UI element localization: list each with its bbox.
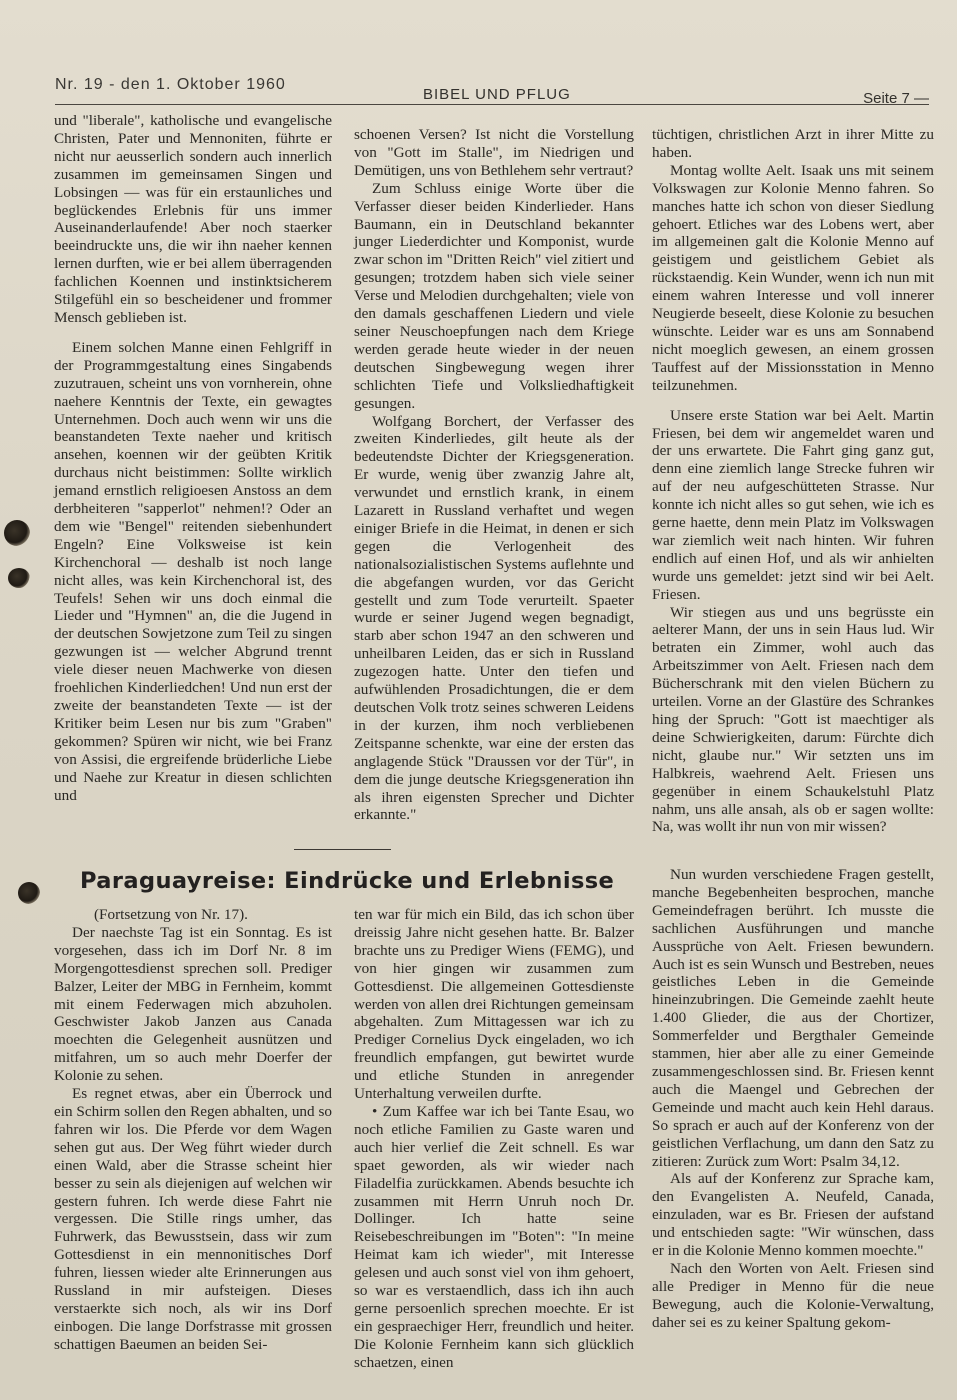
paragraph: Wolfgang Borchert, der Verfasser des zweiten Kinderliedes, gilt heute als der bedeutendste Dichter der Kriegsgeneration. Er wurde, wenig über zwanzig Jahre alt, verwundet und ernstlich krank, in einem Lazarett in Russland verhaftet und wegen einiger Briefe in die Heimat, in denen er sich gegen die Verlogenheit des nationalsozialistischen Systems auflehnte und die abgefangen wurden, vor das Gericht gestellt und zum Tode verurteilt. Spaeter wurde er seiner Jugend wegen begnadigt, starb aber schon 1947 an den schweren und unheilbaren Leiden, das er sich in Russland zugezogen hatte. Unter den tiefen und aufwühlenden Prosadichtungen, die er dem deutschen Volk trotz seines schweren Leidens in der kurzen, ihm noch verbliebenen Zeitspanne schenkte, war eine der ersten das anglagende Stück "Draussen vor der Tür", in dem die junge deutsche Kriegsgeneration ihn als ihren eigensten Sprecher und Dichter erkannte." xyxy=(354,412,634,824)
paragraph: und "liberale", katholische und evangelische Christen, Pater und Mennoniten, führte er nicht nur aeusserlich sondern auch innerlich zusammen im gemeinsamen Singen und Lobsingen — was für ein erstaunliches und beglückendes Erlebnis für uns immer Auseinanderlaufende! Aber noch staerker beeindruckte uns, die wir ihn naeher kennen lernen durften, wie er bei allem überragenden fachlichen Koennen und instinktsicherem Stilgefühl ein so bescheidener und frommer Mensch geblieben ist. xyxy=(54,112,332,326)
paragraph: Nach den Worten von Aelt. Friesen sind alle Prediger in Menno für die neue Bewegung, auch die Kolonie-Verwaltung, daher sei es zu keiner Spaltung gekom- xyxy=(652,1259,934,1331)
paragraph: • Zum Kaffee war ich bei Tante Esau, wo noch etliche Familien zu Gaste waren und auch hier verlief die Zeit schnell. Es war spaet geworden, als wir wieder nach Filadelfia zurückkamen. Abends besuchte ich zusammen mit Herrn Unruh noch Dr. Dollinger. Ich hatte seine Reisebeschreibungen im "Boten": "In meine Heimat kam ich wieder", mit Interesse gelesen und auch sonst viel von ihm gehoert, so war es verstaendlich, dass ich ihn auch gerne persoenlich sprechen moechte. Er ist ein gespraechiger Herr, freundlich und heiter. Die Kolonie Fernheim kann sich glücklich schaetzen, einen xyxy=(354,1102,634,1371)
paragraph: Zum Schluss einige Worte über die Verfasser dieser beiden Kinderlieder. Hans Baumann, ein in Deutschland bekannter junger Liederdichter und Komponist, wurde zwar schon im "Dritten Reich" viel zitiert und gesungen; trotzdem haben sich viele seiner Verse und Melodien durchgehalten; viele von den damals geschaffenen Liedern und viele seiner Neuschoepfungen nach dem Kriege werden gerade heute wieder in der neuen deutschen Singbewegung wegen ihrer schlichten Tiefe und Volksliedhaftigkeit gesungen. xyxy=(354,179,634,412)
paragraph: Der naechste Tag ist ein Sonntag. Es ist vorgesehen, dass ich im Dorf Nr. 8 im Morgengottesdienst sprechen soll. Prediger Balzer, Leiter der MBG in Fernheim, kommt mit einem Federwagen mich abzuholen. Geschwister Jakob Janzen aus Canada moechten die Gelegenheit ausnützen und mitfahren, um so auch mehr Doerfer der Kolonie zu sehen. xyxy=(54,923,332,1085)
article-divider xyxy=(294,849,391,850)
article-subtitle: (Fortsetzung von Nr. 17). xyxy=(94,906,248,923)
paragraph: schoenen Versen? Ist nicht die Vorstellung von "Gott im Stalle", im Niedrigen und Demütigen, uns von Bethlehem sehr vertraut? xyxy=(354,126,634,179)
header-rule xyxy=(55,104,929,105)
punch-hole-2 xyxy=(8,568,30,588)
publication-title: BIBEL UND PFLUG xyxy=(423,86,571,103)
column-5 xyxy=(354,906,634,1384)
paragraph: Wir stiegen aus und uns begrüsste ein aelterer Mann, der uns in sein Haus lud. Wir betraten ein Zimmer, wohl auch das Arbeitszimmer von Aelt. Friesen nach dem Bücherschrank mit den vielen Büchern zu urteilen. Vorne an der Glastüre des Schrankes hing der Spruch: "Gott ist maechtiger als deine Schwierigkeiten, darum: Fürchte dich nicht, glaube nur." Wir setzten uns im Halbkreis, waehrend Aelt. Friesen uns gegenüber in einem Schaukelstuhl Platz nahm, uns alle ansah, als ob er sagen wollte: Na, was wollt ihr nun von mir wissen? xyxy=(652,603,934,836)
column-4 xyxy=(54,906,332,1366)
page-number: Seite 7 — xyxy=(863,90,929,107)
paragraph: Als auf der Konferenz zur Sprache kam, den Evangelisten A. Neufeld, Canada, einzuladen, war es Br. Friesen der aufstand und entschieden sagte: "Wir wünschen, dass er in die Kolonie Menno kommen moechte." xyxy=(652,1170,934,1260)
punch-hole-1 xyxy=(4,520,30,546)
paragraph: Nun wurden verschiedene Fragen gestellt, manche Begebenheiten besprochen, manche Gemeindefragen berührt. Ich musste die sachlichen Ausführungen und manche Aussprüche von Aelt. Friesen bewundern. Auch ist es sein Wunsch und Bestreben, neues geistliches Leben in die Gemeinde hineinzubringen. Die Gemeinde zaehlt heute 1.400 Glieder, die aus der Chortizer, Sommerfelder und Bergthaler Gemeinde stammen, hier aber alle zu einer Gemeinde zusammengeschlossen sind. Br. Friesen kennt auch die Maengel und Gebrechen der Gemeinde und macht auch kein Hehl daraus. So sprach er auch auf der Konferenz von der geistlichen Verflachung, um dann den Satz zu zitieren: Zurück zum Wort: Psalm 34,12. xyxy=(652,866,934,1170)
punch-hole-3 xyxy=(18,882,40,904)
paragraph: Einem solchen Manne einen Fehlgriff in der Programmgestaltung eines Singabends zuzutrauen, scheint uns von vornherein, ohne naehere Kenntnis der Texte, ein gewagtes Unternehmen. Doch auch wenn wir uns die beanstandeten Texte naeher und kritisch ansehen, koennen wir der geübten Kritik durchaus nicht beistimmen: Sollte wirklich jemand ernstlich religioesen Anstoss an dem derbheiteren "sapperlot" nehmen!? Oder an dem wie "Bengel" reitenden siebenhundert Engeln? Eine Volksweise ist kein Kirchenchoral — deshalb ist noch lange nicht alles, was kein Kirchenchoral ist, des Teufels! Sehen wir uns doch einmal die Lieder und "Hymnen" an, die die Jugend in der deutschen Sowjetzone zum Teil zu singen gezwungen ist — welcher Abgrund trennt viele dieser neuen Machwerke von diesen froehlichen Kinderliedchen! Und nun erst der zweite der beanstandeten Texte — ist der Kritiker beim Lesen nur bis zum "Graben" gekommen? Spüren wir nicht, wie bei Franz von Assisi, die ergreifende brüderliche Liebe und Naehe zur Kreatur in diesen schlichten und xyxy=(54,338,332,804)
column-6 xyxy=(652,866,934,1344)
article-headline: Paraguayreise: Eindrücke und Erlebnisse xyxy=(80,868,615,894)
paragraph: ten war für mich ein Bild, das ich schon über dreissig Jahre nicht gesehen hatte. Br. Balzer brachte uns zu Prediger Wiens (FEMG), und von hier gingen wir zusammen zum Gottesdienst. Die allgemeinen Gottesdienste werden von allen drei Richtungen gemeinsam abgehalten. Zum Mittagessen war ich zu Prediger Cornelius Dyck eingeladen, wo ich freundlich empfangen, gut bewirtet wurde und etliche Stunden in anregender Unterhaltung verweilen durfte. xyxy=(354,906,634,1103)
column-2 xyxy=(354,126,634,836)
page-header xyxy=(55,70,929,106)
paragraph: Es regnet etwas, aber ein Überrock und ein Schirm sollen den Regen abhalten, und so fahren wir los. Die Pferde vor dem Wagen sehen gut aus. Der Weg führt wieder durch einen Wald, aber die Strasse scheint hier besser zu sein als diejenigen auf welchen wir gestern fuhren. Ich werde diese Fahrt nie vergessen. Die Stille rings umher, das Fuhrwerk, das Bewusstsein, dass wir zum Gottesdienst in ein mennonitisches Dorf fuhren, liessen wieder alte Erinnerungen aus Russland in mir aufsteigen. Dieses verstaerkte sich noch, als wir ins Dorf einbogen. Die lange Dorfstrasse mit grossen schattigen Baeumen an beiden Sei- xyxy=(54,1085,332,1353)
column-3 xyxy=(652,126,934,848)
issue-date: Nr. 19 - den 1. Oktober 1960 xyxy=(55,76,286,93)
paragraph: Montag wollte Aelt. Isaak uns mit seinem Volkswagen zur Kolonie Menno fahren. So manches hatte ich schon von dieser Siedlung gehoert. Etliches war des Lobens wert, aber im allgemeinen galt die Kolonie Menno auf geistigem und geistlichem Gebiet als rückstaendig. Kein Wunder, wenn ich nun mit einem wahren Interesse und voll innerer Neugierde beseelt, diese Kolonie zu besuchen wünschte. Leider war es uns am Sonnabend nicht moeglich gewesen, an einem grossen Tauffest auf der Missionsstation in Menno teilzunehmen. xyxy=(652,161,934,394)
column-1 xyxy=(54,112,332,816)
paragraph: tüchtigen, christlichen Arzt in ihrer Mitte zu haben. xyxy=(652,126,934,161)
paragraph: Unsere erste Station war bei Aelt. Martin Friesen, bei dem wir angemeldet waren und der uns erwartete. Die Fahrt ging ganz gut, denn eine ziemlich lange Strecke fuhren wir auf der neu aufgeschütteten Strasse. Nur konnte ich nicht alles so gut sehen, wie ich es gerne haette, denn mein Platz im Volkswagen war ziemlich weit nach hinten. Wir fuhren endlich auf einen Hof, und als wir anhielten wurde uns gemeldet: jetzt sind wir bei Aelt. Friesen. xyxy=(652,406,934,603)
